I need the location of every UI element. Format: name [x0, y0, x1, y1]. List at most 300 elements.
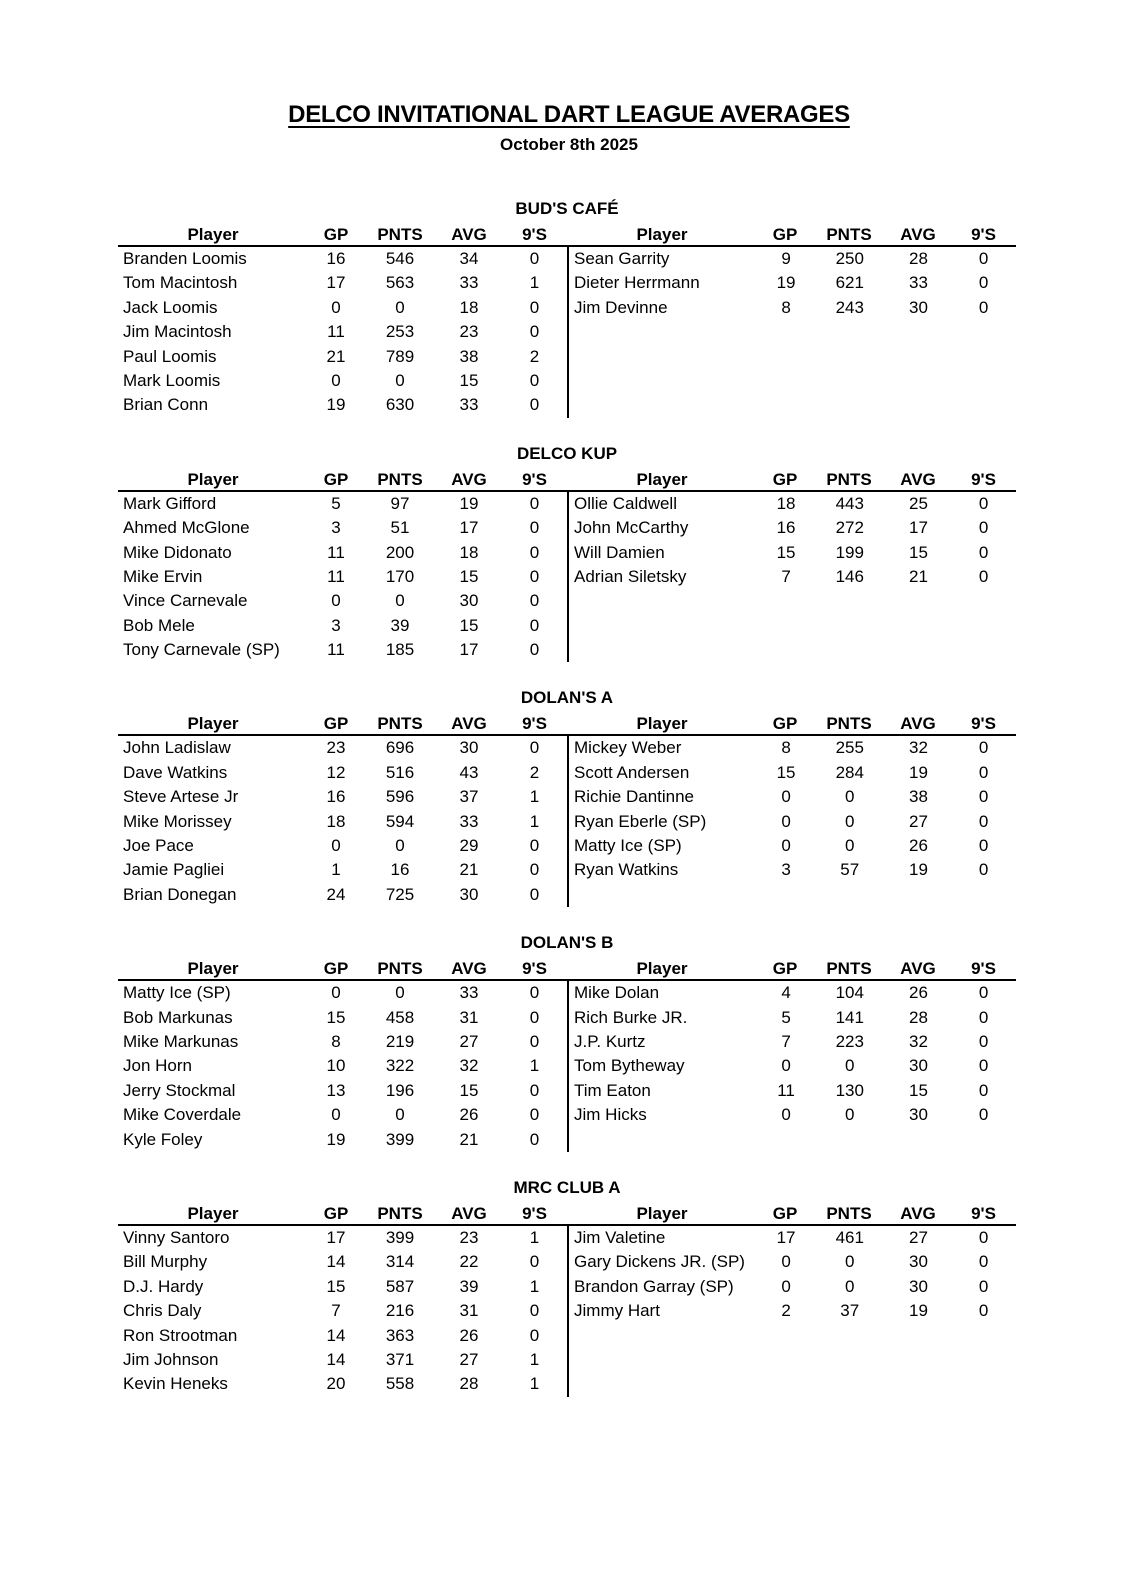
nines-value: 0: [529, 1105, 540, 1125]
column-header-gp: GP: [323, 469, 349, 489]
pnts-value: 546: [385, 249, 415, 268]
gp-value: 11: [327, 640, 345, 660]
pnts-value: 0: [845, 811, 855, 831]
table-row: [569, 541, 1016, 565]
pnts-value: 199: [835, 542, 864, 562]
table-row: [569, 516, 1016, 540]
column-header-gp: GP: [772, 469, 798, 489]
nines-value: 0: [978, 1105, 989, 1125]
right-table-rows: [567, 247, 1016, 418]
pnts-value: 596: [385, 787, 415, 807]
section-title: MRC CLUB A: [513, 1177, 621, 1197]
pnts-value: 272: [835, 518, 864, 538]
table-row: [118, 1006, 567, 1030]
column-header-nines: 9'S: [522, 959, 547, 979]
nines-value: 0: [978, 518, 989, 538]
gp-value: 0: [781, 811, 791, 831]
gp-value: 24: [326, 884, 346, 904]
table-row: [118, 785, 567, 809]
table-row: [118, 981, 567, 1005]
gp-value: 15: [776, 762, 796, 782]
table-header-row: [118, 1203, 1016, 1226]
nines-value: 0: [529, 322, 540, 342]
pnts-value: 57: [840, 860, 860, 880]
gp-value: 15: [776, 542, 796, 562]
nines-value: 0: [529, 1325, 540, 1345]
gp-value: 8: [781, 297, 791, 317]
table-row: [118, 1128, 567, 1152]
nines-value: 0: [529, 836, 540, 856]
avg-value: 23: [459, 322, 479, 342]
player-name: Chris Daly: [123, 1301, 202, 1321]
player-name: Ollie Caldwell: [574, 493, 677, 513]
nines-value: 1: [529, 1349, 540, 1369]
gp-value: 5: [781, 1007, 791, 1027]
table-row: [118, 1250, 567, 1274]
section-title: DELCO KUP: [516, 443, 618, 463]
table-row: [118, 1030, 567, 1054]
nines-value: 0: [978, 273, 989, 293]
gp-value: 9: [781, 249, 791, 268]
pnts-value: 558: [385, 1374, 415, 1394]
gp-value: 4: [781, 983, 791, 1003]
table-row: [118, 1348, 567, 1372]
avg-value: 30: [459, 884, 479, 904]
table-row: [118, 858, 567, 882]
gp-value: 0: [781, 1105, 791, 1125]
pnts-value: 97: [390, 493, 410, 513]
column-header-avg: AVG: [451, 1203, 487, 1223]
player-name: Brian Conn: [123, 395, 209, 415]
player-name: Vince Carnevale: [123, 591, 248, 611]
avg-value: 15: [459, 566, 479, 586]
nines-value: 0: [978, 1056, 989, 1076]
avg-value: 30: [908, 1056, 928, 1076]
avg-value: 26: [908, 836, 928, 856]
avg-value: 19: [459, 493, 479, 513]
nines-value: 0: [529, 860, 540, 880]
player-name: Brandon Garray (SP): [574, 1276, 734, 1296]
table-row: [118, 1079, 567, 1103]
avg-value: 30: [908, 1252, 928, 1272]
gp-value: 17: [776, 1227, 796, 1247]
gp-value: 14: [326, 1325, 346, 1345]
section-dolan-s-a: [118, 688, 1016, 907]
table-row: [569, 1006, 1016, 1030]
gp-value: 11: [327, 542, 345, 562]
column-header-gp: GP: [323, 714, 349, 734]
gp-value: 0: [781, 787, 791, 807]
table-row: [569, 1030, 1016, 1054]
nines-value: 1: [529, 1276, 540, 1296]
table-row: [118, 834, 567, 858]
pnts-value: 461: [835, 1227, 864, 1247]
pnts-value: 363: [385, 1325, 415, 1345]
gp-value: 8: [781, 738, 791, 758]
column-header-nines: 9'S: [971, 959, 996, 979]
nines-value: 0: [529, 1007, 540, 1027]
right-table-rows: [567, 1226, 1016, 1397]
nines-value: 0: [529, 1129, 540, 1149]
nines-value: 0: [978, 1227, 989, 1247]
table-body: [118, 736, 1016, 907]
player-name: Mickey Weber: [574, 738, 682, 758]
player-name: Jamie Pagliei: [123, 860, 225, 880]
player-name: Mike Didonato: [123, 542, 232, 562]
player-name: Bob Markunas: [123, 1007, 233, 1027]
right-table-header: [567, 713, 1016, 734]
pnts-value: 563: [385, 273, 415, 293]
nines-value: 1: [529, 787, 540, 807]
table-row: [118, 296, 567, 320]
nines-value: 0: [978, 1276, 989, 1296]
nines-value: 0: [978, 1007, 989, 1027]
pnts-value: 0: [395, 297, 405, 317]
pnts-value: 37: [840, 1301, 860, 1321]
gp-value: 0: [331, 1105, 341, 1125]
gp-value: 17: [326, 273, 346, 293]
avg-value: 17: [459, 518, 479, 538]
pnts-value: 322: [385, 1056, 415, 1076]
avg-value: 33: [459, 983, 479, 1003]
player-name: Ahmed McGlone: [123, 518, 250, 538]
table-row: [118, 589, 567, 613]
column-header-gp: GP: [323, 225, 349, 244]
pnts-value: 104: [835, 983, 864, 1003]
left-table-rows: [118, 492, 567, 663]
nines-value: 0: [978, 1301, 989, 1321]
right-table-header: [567, 469, 1016, 490]
table-row: [569, 761, 1016, 785]
avg-value: 37: [459, 787, 479, 807]
gp-value: 2: [781, 1301, 791, 1321]
player-name: D.J. Hardy: [123, 1276, 204, 1296]
right-table-header: [567, 1203, 1016, 1224]
gp-value: 7: [781, 1031, 791, 1051]
table-row: [569, 785, 1016, 809]
pnts-value: 696: [385, 738, 415, 758]
avg-value: 30: [459, 591, 479, 611]
table-header-row: [118, 224, 1016, 247]
avg-value: 18: [459, 297, 479, 317]
table-row: [118, 638, 567, 662]
column-header-player: Player: [636, 714, 688, 734]
column-header-pnts: PNTS: [826, 714, 872, 734]
player-name: Matty Ice (SP): [123, 983, 231, 1003]
nines-value: 0: [978, 1252, 989, 1272]
column-header-nines: 9'S: [522, 1203, 547, 1223]
avg-value: 30: [908, 1276, 928, 1296]
avg-value: 33: [908, 273, 928, 293]
avg-value: 21: [459, 1129, 479, 1149]
player-name: Mike Morissey: [123, 811, 232, 831]
pnts-value: 223: [835, 1031, 864, 1051]
avg-value: 33: [459, 273, 479, 293]
player-name: Tony Carnevale (SP): [123, 640, 280, 660]
table-row: [118, 1324, 567, 1348]
player-name: Kyle Foley: [123, 1129, 203, 1149]
column-header-avg: AVG: [451, 714, 487, 734]
nines-value: 0: [978, 836, 989, 856]
avg-value: 30: [459, 738, 479, 758]
table-body: [118, 247, 1016, 418]
nines-value: 0: [529, 591, 540, 611]
gp-value: 11: [327, 566, 345, 586]
pnts-value: 16: [390, 860, 410, 880]
avg-value: 18: [459, 542, 479, 562]
table-row: [569, 492, 1016, 516]
pnts-value: 170: [385, 566, 415, 586]
table-row: [569, 565, 1016, 589]
nines-value: 1: [529, 1374, 540, 1394]
table-row: [118, 614, 567, 638]
column-header-avg: AVG: [451, 469, 487, 489]
pnts-value: 185: [385, 640, 415, 660]
avg-value: 38: [459, 346, 479, 366]
gp-value: 17: [326, 1227, 346, 1247]
pnts-value: 146: [835, 566, 864, 586]
column-header-gp: GP: [772, 225, 798, 244]
table-row: [118, 883, 567, 907]
column-header-pnts: PNTS: [826, 225, 872, 244]
pnts-value: 0: [845, 836, 855, 856]
gp-value: 16: [776, 518, 796, 538]
nines-value: 0: [529, 884, 540, 904]
right-table-rows: [567, 736, 1016, 907]
player-name: Bill Murphy: [123, 1252, 208, 1272]
table-row: [569, 834, 1016, 858]
column-header-avg: AVG: [900, 469, 936, 489]
column-header-nines: 9'S: [971, 1203, 996, 1223]
column-header-pnts: PNTS: [826, 1203, 872, 1223]
column-header-avg: AVG: [451, 225, 487, 244]
pnts-value: 0: [845, 1252, 855, 1272]
gp-value: 8: [331, 1031, 341, 1051]
gp-value: 14: [326, 1252, 346, 1272]
nines-value: 0: [978, 1031, 989, 1051]
column-header-pnts: PNTS: [377, 469, 423, 489]
avg-value: 15: [459, 615, 479, 635]
pnts-value: 443: [835, 493, 864, 513]
column-header-player: Player: [187, 959, 239, 979]
pnts-value: 0: [845, 787, 855, 807]
avg-value: 27: [908, 1227, 928, 1247]
avg-value: 29: [459, 836, 479, 856]
table-row: [118, 516, 567, 540]
column-header-avg: AVG: [900, 225, 936, 244]
nines-value: 0: [529, 370, 540, 390]
player-name: Jim Johnson: [123, 1349, 219, 1369]
nines-value: 0: [529, 566, 540, 586]
avg-value: 22: [459, 1252, 479, 1272]
right-table-header: [567, 958, 1016, 979]
section-delco-kup: [118, 444, 1016, 663]
player-name: John Ladislaw: [123, 738, 231, 758]
pnts-value: 0: [845, 1276, 855, 1296]
player-name: Vinny Santoro: [123, 1227, 230, 1247]
table-row: [569, 1250, 1016, 1274]
player-name: Mike Ervin: [123, 566, 203, 586]
gp-value: 0: [781, 1252, 791, 1272]
avg-value: 28: [459, 1374, 479, 1394]
column-header-nines: 9'S: [522, 469, 547, 489]
nines-value: 1: [529, 811, 540, 831]
pnts-value: 594: [385, 811, 415, 831]
player-name: Ron Strootman: [123, 1325, 238, 1345]
table-row: [118, 565, 567, 589]
avg-value: 33: [459, 811, 479, 831]
table-row: [569, 1226, 1016, 1250]
column-header-player: Player: [636, 1203, 688, 1223]
pnts-value: 0: [395, 1105, 405, 1125]
pnts-value: 0: [845, 1056, 855, 1076]
column-header-nines: 9'S: [522, 714, 547, 734]
avg-value: 21: [908, 566, 928, 586]
table-body: [118, 981, 1016, 1152]
nines-value: 0: [978, 249, 989, 268]
gp-value: 3: [331, 615, 341, 635]
gp-value: 0: [781, 836, 791, 856]
gp-value: 0: [331, 591, 341, 611]
table-row: [569, 296, 1016, 320]
pnts-value: 0: [395, 836, 405, 856]
avg-value: 30: [908, 297, 928, 317]
avg-value: 17: [908, 518, 928, 538]
table-row: [118, 541, 567, 565]
nines-value: 0: [978, 762, 989, 782]
section-mrc-club-a: [118, 1178, 1016, 1397]
table-row: [118, 369, 567, 393]
pnts-value: 621: [835, 273, 864, 293]
player-name: Joe Pace: [123, 836, 194, 856]
avg-value: 43: [459, 762, 479, 782]
gp-value: 23: [326, 738, 346, 758]
nines-value: 0: [978, 542, 989, 562]
table-row: [118, 1372, 567, 1396]
nines-value: 0: [529, 542, 540, 562]
nines-value: 0: [529, 1080, 540, 1100]
column-header-player: Player: [187, 714, 239, 734]
avg-value: 23: [459, 1227, 479, 1247]
pnts-value: 216: [385, 1301, 415, 1321]
left-table-rows: [118, 247, 567, 418]
gp-value: 0: [331, 836, 341, 856]
nines-value: 0: [978, 566, 989, 586]
player-name: Jim Macintosh: [123, 322, 232, 342]
nines-value: 0: [978, 738, 989, 758]
column-header-pnts: PNTS: [826, 469, 872, 489]
pnts-value: 255: [835, 738, 864, 758]
player-name: Gary Dickens JR. (SP): [574, 1252, 745, 1272]
table-header-row: [118, 469, 1016, 492]
pnts-value: 51: [390, 518, 410, 538]
column-header-gp: GP: [323, 1203, 349, 1223]
column-header-player: Player: [636, 469, 688, 489]
avg-value: 27: [459, 1349, 479, 1369]
avg-value: 15: [459, 370, 479, 390]
pnts-value: 0: [395, 370, 405, 390]
pnts-value: 630: [385, 395, 415, 415]
column-header-pnts: PNTS: [377, 714, 423, 734]
gp-value: 7: [331, 1301, 341, 1321]
pnts-value: 0: [395, 591, 405, 611]
nines-value: 0: [529, 1252, 540, 1272]
pnts-value: 587: [385, 1276, 415, 1296]
player-name: Jerry Stockmal: [123, 1080, 236, 1100]
gp-value: 0: [331, 983, 341, 1003]
player-name: Jim Hicks: [574, 1105, 647, 1125]
column-header-gp: GP: [772, 959, 798, 979]
table-row: [569, 1079, 1016, 1103]
document-page: [0, 101, 1138, 1397]
gp-value: 0: [781, 1276, 791, 1296]
nines-value: 0: [978, 787, 989, 807]
pnts-value: 399: [385, 1129, 415, 1149]
gp-value: 5: [331, 493, 341, 513]
avg-value: 28: [908, 1007, 928, 1027]
player-name: Jack Loomis: [123, 297, 218, 317]
pnts-value: 253: [385, 322, 415, 342]
column-header-gp: GP: [323, 959, 349, 979]
gp-value: 11: [327, 322, 345, 342]
gp-value: 11: [777, 1080, 795, 1100]
player-name: Tom Macintosh: [123, 273, 238, 293]
nines-value: 0: [978, 297, 989, 317]
avg-value: 34: [459, 249, 479, 268]
pnts-value: 250: [835, 249, 864, 268]
player-name: Mike Dolan: [574, 983, 660, 1003]
page-title: DELCO INVITATIONAL DART LEAGUE AVERAGES: [288, 101, 850, 128]
left-table-rows: [118, 1226, 567, 1397]
avg-value: 38: [908, 787, 928, 807]
nines-value: 1: [529, 1227, 540, 1247]
column-header-player: Player: [636, 225, 688, 244]
gp-value: 19: [776, 273, 796, 293]
gp-value: 21: [326, 346, 346, 366]
avg-value: 27: [908, 811, 928, 831]
pnts-value: 141: [835, 1007, 864, 1027]
avg-value: 15: [908, 542, 928, 562]
pnts-value: 39: [390, 615, 410, 635]
nines-value: 0: [978, 860, 989, 880]
avg-value: 32: [908, 1031, 928, 1051]
gp-value: 16: [326, 249, 346, 268]
avg-value: 32: [908, 738, 928, 758]
nines-value: 0: [529, 1301, 540, 1321]
pnts-value: 516: [385, 762, 415, 782]
avg-value: 21: [459, 860, 479, 880]
column-header-avg: AVG: [900, 1203, 936, 1223]
pnts-value: 725: [385, 884, 415, 904]
avg-value: 33: [459, 395, 479, 415]
column-header-nines: 9'S: [971, 469, 996, 489]
table-row: [569, 810, 1016, 834]
pnts-value: 399: [385, 1227, 415, 1247]
player-name: Jim Valetine: [574, 1227, 666, 1247]
nines-value: 0: [529, 615, 540, 635]
player-name: Brian Donegan: [123, 884, 237, 904]
nines-value: 0: [529, 518, 540, 538]
gp-value: 0: [331, 370, 341, 390]
table-row: [569, 736, 1016, 760]
nines-value: 0: [529, 249, 540, 268]
gp-value: 1: [331, 860, 341, 880]
pnts-value: 130: [835, 1080, 864, 1100]
left-table-rows: [118, 981, 567, 1152]
gp-value: 12: [326, 762, 346, 782]
column-header-nines: 9'S: [971, 225, 996, 244]
gp-value: 20: [326, 1374, 346, 1394]
